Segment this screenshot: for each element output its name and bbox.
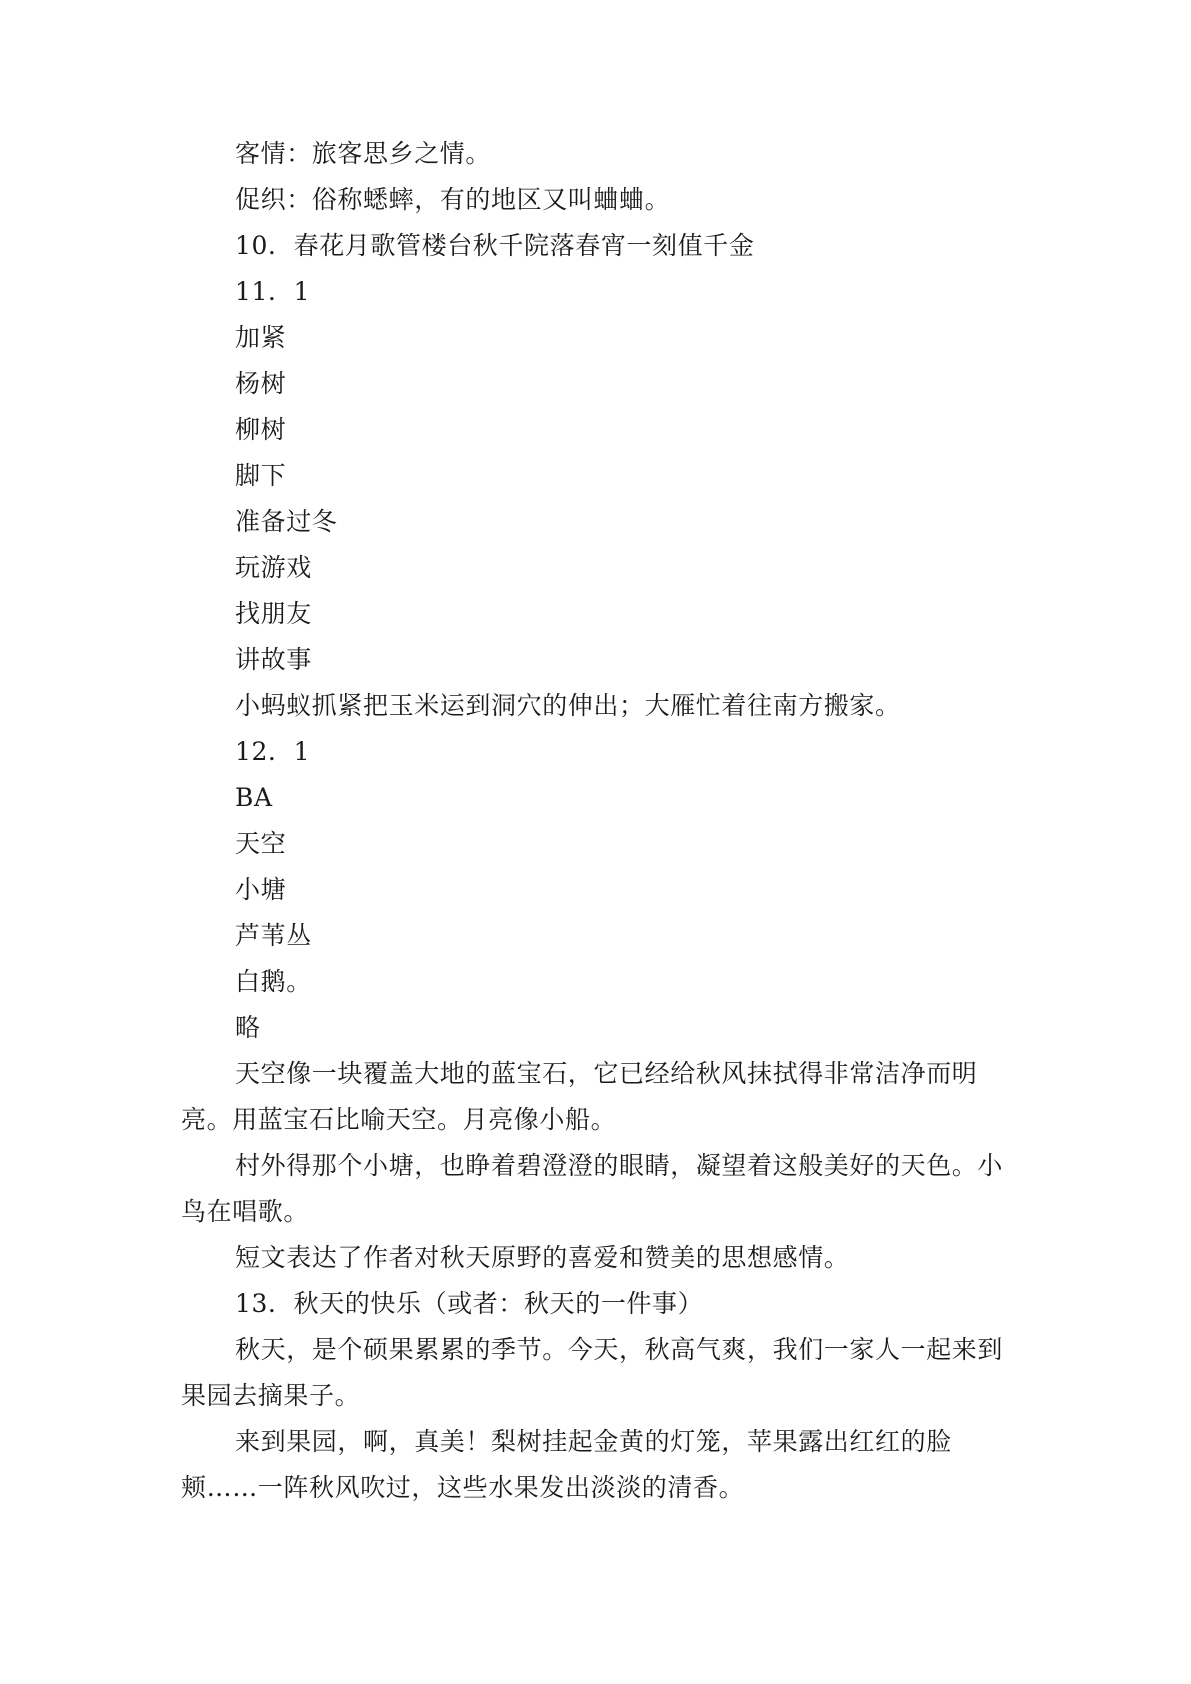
answer-11-sentence: 小蚂蚁抓紧把玉米运到洞穴的伸出；大雁忙着往南方搬家。 [235,691,901,720]
answer-12-paragraph: 天空像一块覆盖大地的蓝宝石，它已经给秋风抹拭得非常洁净而明亮。用蓝宝石比喻天空。月亮像小船。 [181,1059,978,1134]
answer-11-item: 讲故事 [235,645,312,674]
answer-11-item: 加紧 [235,323,287,352]
answer-12-paragraph: 短文表达了作者对秋天原野的喜爱和赞美的思想感情。 [235,1243,850,1272]
answer-11-heading: 11．1 [235,277,311,306]
answer-11-item: 脚下 [235,461,287,490]
answer-11-item: 找朋友 [235,599,312,628]
answer-12-item: BA [235,783,273,812]
document-body [181,131,1021,1511]
answer-12-item: 天空 [235,829,287,858]
line-keqing: 客情：旅客思乡之情。 [235,139,492,168]
answer-13-paragraph: 秋天，是个硕果累累的季节。今天，秋高气爽，我们一家人一起来到果园去摘果子。 [181,1335,1004,1410]
answer-13-paragraph: 来到果园，啊，真美！梨树挂起金黄的灯笼，苹果露出红红的脸颊……一阵秋风吹过，这些水果发出淡淡的清香。 [181,1427,952,1502]
answer-11-item: 准备过冬 [235,507,338,536]
answer-12-heading: 12．1 [235,737,311,766]
line-cuzhi: 促织：俗称蟋蟀，有的地区又叫蛐蛐。 [235,185,671,214]
answer-13-heading: 13．秋天的快乐（或者：秋天的一件事） [235,1289,704,1318]
answer-12-item: 白鹅。 [235,967,312,996]
answer-11-item: 杨树 [235,369,287,398]
answer-12-item: 略 [235,1013,261,1042]
answer-12-item: 芦苇丛 [235,921,312,950]
answer-12-item: 小塘 [235,875,287,904]
answer-12-paragraph: 村外得那个小塘，也睁着碧澄澄的眼睛，凝望着这般美好的天色。小鸟在唱歌。 [181,1151,1004,1226]
answer-11-item: 柳树 [235,415,287,444]
answer-11-item: 玩游戏 [235,553,312,582]
answer-10: 10．春花月歌管楼台秋千院落春宵一刻值千金 [235,231,755,260]
